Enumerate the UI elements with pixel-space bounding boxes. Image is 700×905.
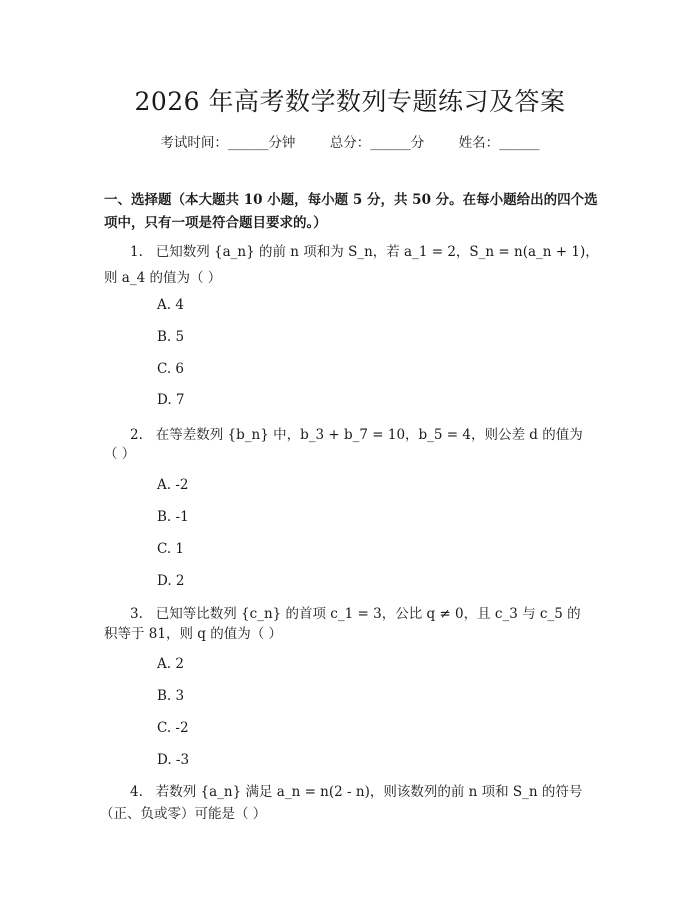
question-3-option-d: D. -3 xyxy=(157,752,190,768)
document-title: 2026 年高考数学数列专题练习及答案 xyxy=(134,87,566,116)
section-heading-line1: 一、选择题（本大题共 10 小题，每小题 5 分，共 50 分。在每小题给出的四个选 xyxy=(104,192,598,208)
question-2-option-c: C. 1 xyxy=(157,541,185,557)
student-name-field: 姓名：______ xyxy=(458,135,540,151)
question-3-stem-line1: 3. 已知等比数列 {c_n} 的首项 c_1 = 3，公比 q ≠ 0，且 c_3 与 c_5 的 xyxy=(130,606,581,622)
question-3-option-b: B. 3 xyxy=(157,688,185,704)
question-2-option-d: D. 2 xyxy=(157,573,185,589)
exam-meta-line xyxy=(0,131,700,151)
question-3-option-a: A. 2 xyxy=(157,656,184,672)
question-1-option-d: D. 7 xyxy=(157,392,185,408)
question-4-stem-line2: （正、负或零）可能是（ ） xyxy=(100,806,267,822)
question-2-option-b: B. -1 xyxy=(157,509,189,525)
exam-time-field: 考试时间：______分钟 xyxy=(160,135,296,151)
question-1-option-b: B. 5 xyxy=(157,329,185,345)
question-2-stem-line2: （ ） xyxy=(104,446,136,462)
section-heading-choice xyxy=(104,189,604,235)
question-2-option-a: A. -2 xyxy=(157,477,189,493)
question-3-stem-line2: 积等于 81，则 q 的值为（ ） xyxy=(104,626,282,642)
question-2-stem-line1: 2. 在等差数列 {b_n} 中，b_3 + b_7 = 10，b_5 = 4，则公差 d 的值为 xyxy=(130,427,583,443)
question-4-stem-line1: 4. 若数列 {a_n} 满足 a_n = n(2 - n)，则该数列的前 n 项和 S_n 的符号 xyxy=(130,784,583,800)
question-1-option-a: A. 4 xyxy=(157,297,184,313)
total-score-field: 总分：______分 xyxy=(329,135,425,151)
question-1-stem-line2: 则 a_4 的值为（ ） xyxy=(104,270,222,286)
question-1-option-c: C. 6 xyxy=(157,361,185,377)
question-1-stem-line1: 1. 已知数列 {a_n} 的前 n 项和为 S_n，若 a_1 = 2，S_n = n(a_n + 1)， xyxy=(130,244,599,260)
question-3-option-c: C. -2 xyxy=(157,720,189,736)
section-heading-line2: 项中，只有一项是符合题目要求的。） xyxy=(104,215,327,231)
